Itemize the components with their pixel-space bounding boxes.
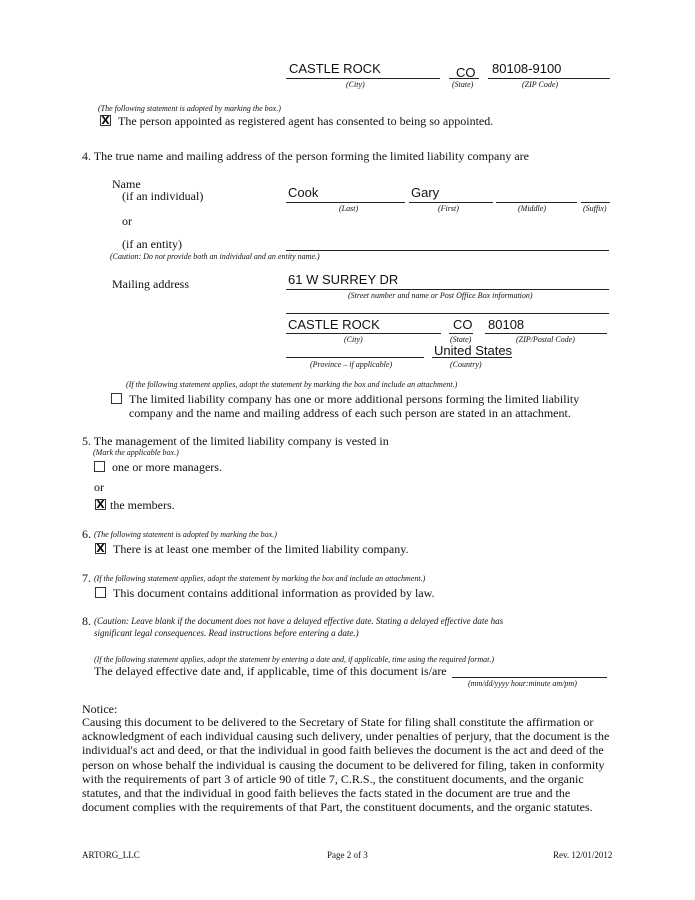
if-individual-label: (if an individual) — [122, 189, 204, 203]
section-6-note: (The following statement is adopted by marking the box.) — [94, 530, 277, 539]
consent-text: The person appointed as registered agent has consented to being so appointed. — [118, 114, 494, 128]
first-name: Gary — [411, 185, 440, 200]
section-8-caution-line1: (Caution: Leave blank if the document does not have a delayed effective date. Stating a delayed effective date has — [94, 616, 504, 626]
managers-checkbox[interactable] — [94, 461, 105, 472]
section-5-or: or — [94, 480, 104, 494]
delayed-date-text: The delayed effective date and, if applicable, time of this document is/are — [94, 664, 447, 678]
footer-revision: Rev. 12/01/2012 — [553, 850, 613, 860]
province-label: (Province – if applicable) — [310, 360, 393, 369]
notice-line: person on whose behalf the individual is causing the document to be delivered for filing, taken in conformity — [82, 757, 605, 772]
mailing-country: United States — [434, 343, 513, 358]
suffix-label: (Suffix) — [583, 204, 607, 213]
section-7-number: 7. — [82, 571, 91, 585]
caution-note: (Caution: Do not provide both an individual and an entity name.) — [110, 252, 320, 261]
section-5-note: (Mark the applicable box.) — [93, 448, 179, 457]
footer-form-id: ARTORG_LLC — [82, 850, 140, 860]
name-label: Name — [112, 177, 141, 191]
mailing-state: CO — [453, 317, 473, 332]
agent-zip: 80108-9100 — [492, 61, 562, 76]
agent-state-label: (State) — [452, 80, 474, 89]
mailing-state-label: (State) — [450, 335, 472, 344]
agent-city: CASTLE ROCK — [289, 61, 381, 76]
mailing-zip: 80108 — [488, 317, 525, 332]
middle-label: (Middle) — [518, 204, 546, 213]
notice-text — [82, 715, 609, 814]
additional-persons-note: (If the following statement applies, adopt the statement by marking the box and include an attachment.) — [126, 380, 458, 389]
agent-state: CO — [456, 65, 476, 80]
additional-info-checkbox[interactable] — [95, 587, 106, 598]
agent-city-label: (City) — [346, 80, 365, 89]
first-label: (First) — [438, 204, 459, 213]
delayed-date-format: (mm/dd/yyyy hour:minute am/pm) — [468, 679, 577, 688]
additional-info-text: This document contains additional information as provided by law. — [113, 586, 435, 600]
section-8-number: 8. — [82, 614, 91, 628]
notice-line: acknowledgment of each individual causing such delivery, under penalties of perjury, that the document is the — [82, 729, 610, 744]
last-name: Cook — [288, 185, 319, 200]
delayed-date-field[interactable] — [452, 677, 607, 678]
members-checkbox[interactable]: X — [96, 498, 105, 511]
member-statement-text: There is at least one member of the limited liability company. — [113, 542, 409, 556]
mailing-zip-label: (ZIP/Postal Code) — [516, 335, 575, 344]
mailing-city-label: (City) — [344, 335, 363, 344]
footer-page-number: Page 2 of 3 — [327, 850, 368, 860]
section-8-caution-line2: significant legal consequences. Read instructions before entering a date.) — [94, 628, 359, 638]
street: 61 W SURREY DR — [288, 272, 399, 287]
section-5-heading: 5. The management of the limited liability company is vested in — [82, 434, 389, 448]
consent-note: (The following statement is adopted by marking the box.) — [98, 104, 281, 113]
country-label: (Country) — [450, 360, 482, 369]
mailing-city: CASTLE ROCK — [288, 317, 380, 332]
if-entity-label: (if an entity) — [122, 237, 182, 251]
last-label: (Last) — [339, 204, 359, 213]
notice-line: Causing this document to be delivered to the Secretary of State for filing shall constitute the affirmation or — [82, 715, 594, 729]
notice-title: Notice: — [82, 702, 118, 716]
section-7-note: (If the following statement applies, adopt the statement by marking the box and include an attachment.) — [94, 574, 426, 583]
member-statement-checkbox[interactable]: X — [96, 542, 105, 555]
notice-line: with the requirements of part 3 of article 90 of title 7, C.R.S., the constituent documents, and the organic — [82, 771, 584, 786]
notice-line: statutes, and that the individual in good faith believes the facts stated in the document are true and the — [82, 786, 571, 801]
agent-zip-label: (ZIP Code) — [522, 80, 559, 89]
street-label: (Street number and name or Post Office Box information) — [348, 291, 533, 300]
additional-persons-line2: company and the name and mailing address of each such person are stated in an attachment. — [129, 406, 571, 420]
notice-line: individual's act and deed, or that the individual in good faith believes the document is the act and deed of the — [82, 743, 604, 758]
section-8-note: (If the following statement applies, adopt the statement by entering a date and, if applicable, time using the required format.) — [94, 655, 495, 664]
mailing-address-label: Mailing address — [112, 277, 189, 291]
additional-persons-line1: The limited liability company has one or more additional persons forming the limited liability — [129, 392, 580, 406]
additional-persons-checkbox[interactable] — [111, 393, 122, 404]
managers-label: one or more managers. — [112, 460, 222, 474]
section-4-heading: 4. The true name and mailing address of the person forming the limited liability company are — [82, 149, 529, 163]
notice-line: document complies with the requirements of that Part, the constituent documents, and the organic statutes. — [82, 800, 593, 815]
section-6-number: 6. — [82, 527, 91, 541]
or-label: or — [122, 214, 132, 228]
members-label: the members. — [110, 498, 175, 512]
consent-checkbox[interactable]: X — [101, 114, 110, 127]
